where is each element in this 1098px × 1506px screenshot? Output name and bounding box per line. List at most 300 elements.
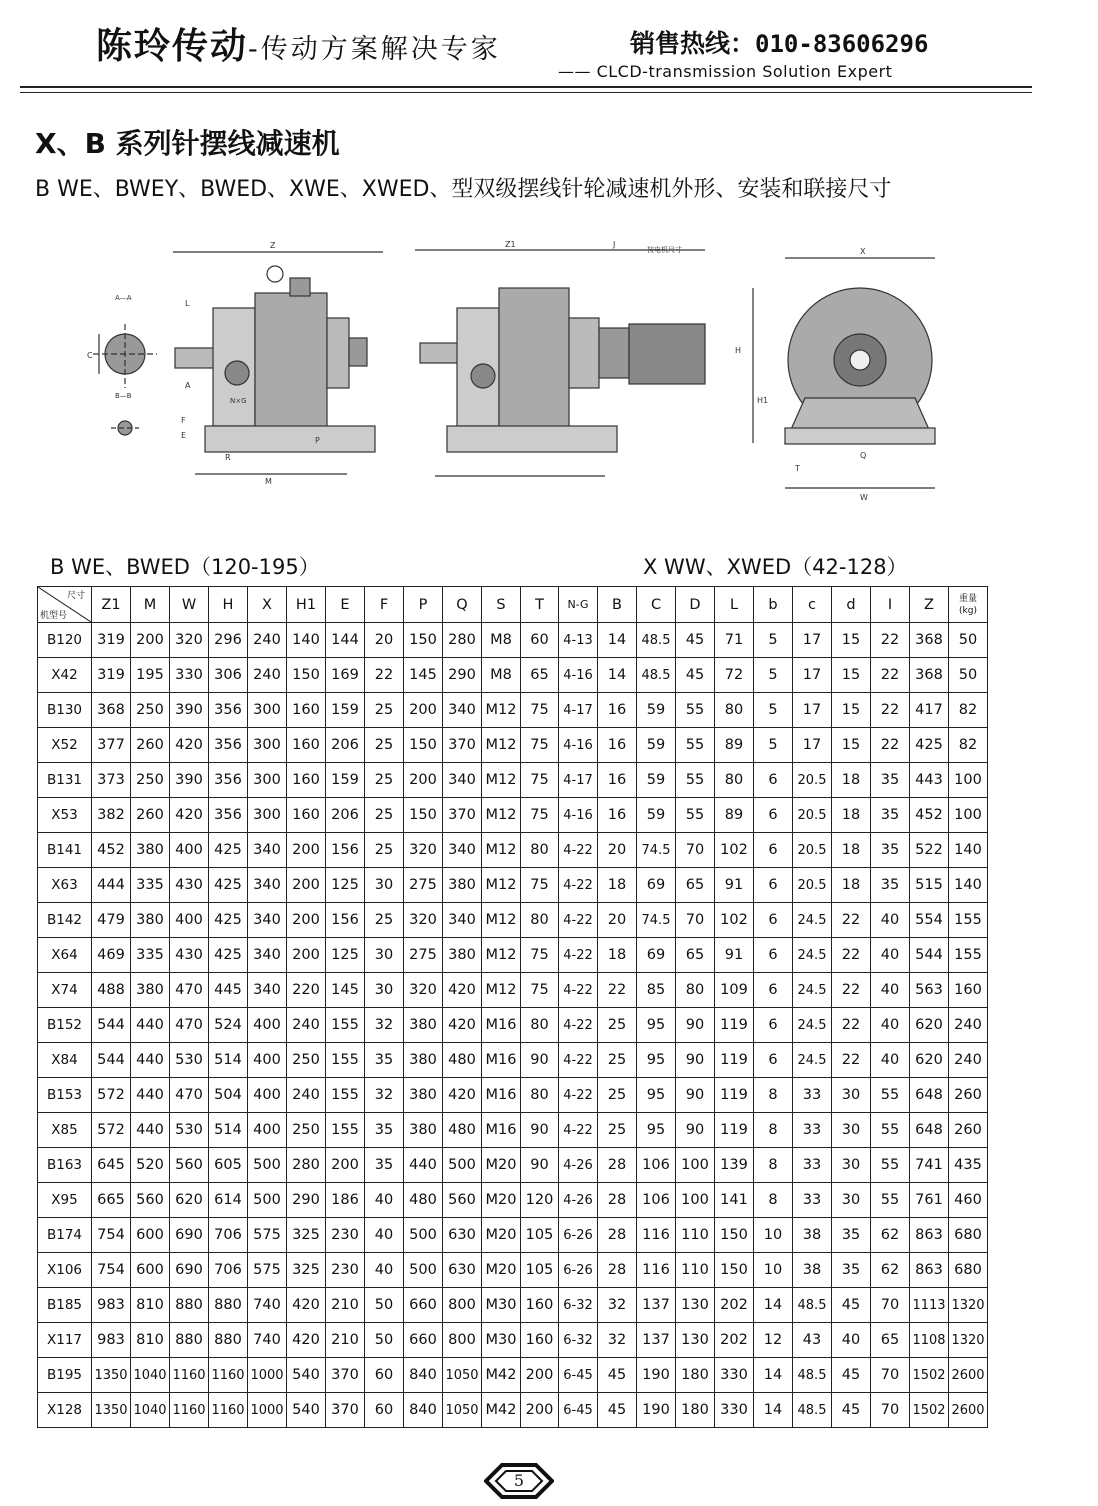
value-cell: 155 (949, 938, 988, 973)
value-cell: 340 (248, 833, 287, 868)
table-row (38, 1148, 988, 1183)
value-cell: 335 (131, 868, 170, 903)
value-cell: 250 (131, 693, 170, 728)
value-cell: 75 (521, 798, 559, 833)
value-cell: 530 (170, 1113, 209, 1148)
value-cell: 443 (910, 763, 949, 798)
value-cell: 275 (404, 868, 443, 903)
model-cell: X42 (38, 658, 92, 693)
value-cell: 150 (287, 658, 326, 693)
table-row (38, 728, 988, 763)
value-cell: 400 (248, 1043, 287, 1078)
value-cell: 1108 (910, 1323, 949, 1358)
value-cell: M20 (482, 1218, 521, 1253)
value-cell: 377 (92, 728, 131, 763)
value-cell: 665 (92, 1183, 131, 1218)
value-cell: 425 (209, 868, 248, 903)
value-cell: 380 (443, 938, 482, 973)
value-cell: 30 (832, 1078, 871, 1113)
value-cell: 460 (949, 1183, 988, 1218)
value-cell: 30 (832, 1113, 871, 1148)
label-bb: B—B (115, 392, 132, 400)
header-rule (20, 86, 1032, 88)
value-cell: 368 (92, 693, 131, 728)
value-cell: 600 (131, 1218, 170, 1253)
value-cell: 137 (637, 1288, 676, 1323)
value-cell: 140 (949, 833, 988, 868)
value-cell: 202 (715, 1288, 754, 1323)
value-cell: 100 (676, 1148, 715, 1183)
value-cell: 880 (170, 1323, 209, 1358)
value-cell: 4-17 (559, 693, 598, 728)
value-cell: 356 (209, 763, 248, 798)
value-cell: 1320 (949, 1288, 988, 1323)
value-cell: 20 (598, 833, 637, 868)
label-w: W (860, 493, 868, 502)
value-cell: 16 (598, 763, 637, 798)
value-cell: 250 (287, 1043, 326, 1078)
column-header: L (715, 587, 754, 623)
bwe-front-view (173, 241, 383, 486)
label-q: Q (860, 451, 867, 460)
column-header-weight (949, 587, 988, 623)
column-header: H1 (287, 587, 326, 623)
value-cell: 200 (404, 693, 443, 728)
value-cell: 1502 (910, 1393, 949, 1428)
value-cell: 740 (248, 1288, 287, 1323)
value-cell: 100 (949, 763, 988, 798)
value-cell: 240 (248, 658, 287, 693)
value-cell: 50 (365, 1323, 404, 1358)
label-x: X (860, 247, 866, 256)
value-cell: 440 (131, 1008, 170, 1043)
value-cell: 20 (365, 623, 404, 658)
value-cell: 983 (92, 1323, 131, 1358)
model-cell: X106 (38, 1253, 92, 1288)
column-header: Z1 (92, 587, 131, 623)
value-cell: 6-26 (559, 1218, 598, 1253)
value-cell: 15 (832, 728, 871, 763)
value-cell: 35 (871, 833, 910, 868)
value-cell: 605 (209, 1148, 248, 1183)
value-cell: 35 (365, 1148, 404, 1183)
value-cell: 380 (131, 973, 170, 1008)
model-cell: X52 (38, 728, 92, 763)
value-cell: 85 (637, 973, 676, 1008)
value-cell: 105 (521, 1218, 559, 1253)
value-cell: 4-22 (559, 1043, 598, 1078)
value-cell: 48.5 (793, 1358, 832, 1393)
value-cell: 10 (754, 1253, 793, 1288)
value-cell: 75 (521, 763, 559, 798)
value-cell: 40 (871, 1043, 910, 1078)
value-cell: 554 (910, 903, 949, 938)
value-cell: 32 (598, 1288, 637, 1323)
value-cell: 340 (443, 833, 482, 868)
value-cell: 145 (404, 658, 443, 693)
table-body (38, 623, 988, 1428)
value-cell: 600 (131, 1253, 170, 1288)
value-cell: 2600 (949, 1393, 988, 1428)
value-cell: 28 (598, 1218, 637, 1253)
value-cell: 30 (832, 1148, 871, 1183)
value-cell: 55 (676, 693, 715, 728)
value-cell: 17 (793, 623, 832, 658)
model-cell: X64 (38, 938, 92, 973)
value-cell: 30 (365, 868, 404, 903)
value-cell: 572 (92, 1113, 131, 1148)
value-cell: 32 (365, 1008, 404, 1043)
value-cell: 95 (637, 1043, 676, 1078)
value-cell: 300 (248, 798, 287, 833)
value-cell: 33 (793, 1078, 832, 1113)
value-cell: 560 (443, 1183, 482, 1218)
value-cell: 330 (170, 658, 209, 693)
value-cell: 335 (131, 938, 170, 973)
value-cell: 373 (92, 763, 131, 798)
value-cell: 71 (715, 623, 754, 658)
value-cell: 20 (598, 903, 637, 938)
value-cell: 50 (949, 623, 988, 658)
label-a: A (185, 381, 191, 390)
value-cell: 863 (910, 1218, 949, 1253)
value-cell: 18 (832, 833, 871, 868)
table-row (38, 623, 988, 658)
value-cell: 50 (949, 658, 988, 693)
value-cell: 648 (910, 1078, 949, 1113)
column-header: Q (443, 587, 482, 623)
value-cell: 75 (521, 868, 559, 903)
value-cell: 340 (248, 868, 287, 903)
value-cell: 159 (326, 763, 365, 798)
value-cell: 14 (754, 1288, 793, 1323)
value-cell: 200 (287, 938, 326, 973)
model-cell: X117 (38, 1323, 92, 1358)
model-cell: B163 (38, 1148, 92, 1183)
model-cell: B131 (38, 763, 92, 798)
value-cell: 380 (131, 833, 170, 868)
value-cell: 540 (287, 1393, 326, 1428)
value-cell: 25 (598, 1043, 637, 1078)
value-cell: 60 (365, 1358, 404, 1393)
value-cell: 40 (871, 1008, 910, 1043)
value-cell: 1350 (92, 1358, 131, 1393)
value-cell: 28 (598, 1253, 637, 1288)
value-cell: 200 (521, 1358, 559, 1393)
value-cell: 368 (910, 623, 949, 658)
value-cell: 280 (443, 623, 482, 658)
value-cell: 260 (949, 1078, 988, 1113)
value-cell: 300 (248, 728, 287, 763)
value-cell: 356 (209, 798, 248, 833)
value-cell: 325 (287, 1253, 326, 1288)
value-cell: 575 (248, 1253, 287, 1288)
value-cell: 18 (598, 868, 637, 903)
value-cell: 186 (326, 1183, 365, 1218)
value-cell: 55 (871, 1078, 910, 1113)
corner-cell (38, 587, 92, 623)
value-cell: 43 (793, 1323, 832, 1358)
value-cell: 33 (793, 1113, 832, 1148)
english-slogan: —— CLCD-transmission Solution Expert (558, 62, 893, 81)
label-t: T (795, 464, 800, 473)
value-cell: 22 (871, 623, 910, 658)
value-cell: 35 (365, 1113, 404, 1148)
value-cell: 35 (871, 763, 910, 798)
value-cell: 230 (326, 1253, 365, 1288)
section-title: X、B 系列针摆线减速机 (35, 127, 340, 160)
value-cell: 4-22 (559, 903, 598, 938)
value-cell: 400 (170, 903, 209, 938)
label-z1: Z1 (505, 240, 516, 249)
value-cell: 340 (443, 693, 482, 728)
value-cell: 340 (248, 973, 287, 1008)
value-cell: 70 (871, 1393, 910, 1428)
value-cell: M16 (482, 1113, 521, 1148)
value-cell: 250 (287, 1113, 326, 1148)
value-cell: 55 (871, 1113, 910, 1148)
value-cell: 140 (287, 623, 326, 658)
value-cell: 200 (521, 1393, 559, 1428)
value-cell: 25 (365, 728, 404, 763)
value-cell: M12 (482, 693, 521, 728)
model-cell: X84 (38, 1043, 92, 1078)
value-cell: 141 (715, 1183, 754, 1218)
value-cell: 35 (832, 1253, 871, 1288)
value-cell: 40 (871, 903, 910, 938)
value-cell: 35 (365, 1043, 404, 1078)
value-cell: 125 (326, 938, 365, 973)
value-cell: 380 (404, 1113, 443, 1148)
value-cell: 500 (443, 1148, 482, 1183)
value-cell: 80 (521, 833, 559, 868)
value-cell: 105 (521, 1253, 559, 1288)
label-r: R (225, 453, 231, 462)
value-cell: 159 (326, 693, 365, 728)
value-cell: 155 (326, 1078, 365, 1113)
value-cell: 91 (715, 868, 754, 903)
value-cell: 440 (131, 1078, 170, 1113)
value-cell: 445 (209, 973, 248, 1008)
value-cell: 155 (949, 903, 988, 938)
label-c: C (87, 351, 93, 360)
value-cell: 45 (598, 1358, 637, 1393)
column-header: M (131, 587, 170, 623)
value-cell: 25 (365, 693, 404, 728)
brand-name: 陈玲传动 (96, 26, 249, 67)
value-cell: 614 (209, 1183, 248, 1218)
value-cell: 200 (404, 763, 443, 798)
end-view (735, 247, 935, 502)
value-cell: 325 (287, 1218, 326, 1253)
value-cell: 440 (404, 1148, 443, 1183)
value-cell: 4-22 (559, 973, 598, 1008)
value-cell: 45 (832, 1393, 871, 1428)
column-header: X (248, 587, 287, 623)
value-cell: 648 (910, 1113, 949, 1148)
value-cell: 390 (170, 693, 209, 728)
value-cell: 69 (637, 938, 676, 973)
column-header: b (754, 587, 793, 623)
model-cell: B185 (38, 1288, 92, 1323)
value-cell: 62 (871, 1253, 910, 1288)
value-cell: 24.5 (793, 973, 832, 1008)
model-cell: X128 (38, 1393, 92, 1428)
value-cell: 15 (832, 623, 871, 658)
value-cell: 45 (676, 658, 715, 693)
value-cell: 160 (287, 728, 326, 763)
value-cell: 32 (365, 1078, 404, 1113)
value-cell: 75 (521, 973, 559, 1008)
value-cell: 74.5 (637, 903, 676, 938)
label-f: F (181, 416, 186, 425)
value-cell: 8 (754, 1183, 793, 1218)
value-cell: 544 (92, 1043, 131, 1078)
value-cell: 32 (598, 1323, 637, 1358)
value-cell: 45 (832, 1288, 871, 1323)
weight-unit: (kg) (959, 605, 977, 616)
corner-label-size: 尺寸 (66, 591, 85, 601)
value-cell: 514 (209, 1043, 248, 1078)
sales-hotline (630, 24, 928, 60)
value-cell: 741 (910, 1148, 949, 1183)
company-header (96, 18, 501, 69)
table-row (38, 693, 988, 728)
value-cell: M20 (482, 1253, 521, 1288)
value-cell: 1000 (248, 1358, 287, 1393)
value-cell: 55 (676, 763, 715, 798)
value-cell: 6 (754, 903, 793, 938)
value-cell: 150 (404, 623, 443, 658)
value-cell: 330 (715, 1393, 754, 1428)
value-cell: 102 (715, 833, 754, 868)
value-cell: 400 (248, 1113, 287, 1148)
value-cell: M16 (482, 1078, 521, 1113)
value-cell: 28 (598, 1148, 637, 1183)
value-cell: 630 (443, 1218, 482, 1253)
value-cell: 90 (676, 1078, 715, 1113)
value-cell: 425 (209, 833, 248, 868)
value-cell: 10 (754, 1218, 793, 1253)
value-cell: 880 (170, 1288, 209, 1323)
value-cell: 4-16 (559, 728, 598, 763)
value-cell: 563 (910, 973, 949, 1008)
value-cell: 48.5 (637, 623, 676, 658)
value-cell: 190 (637, 1358, 676, 1393)
value-cell: 6 (754, 763, 793, 798)
value-cell: 110 (676, 1253, 715, 1288)
model-cell: X63 (38, 868, 92, 903)
value-cell: 380 (443, 868, 482, 903)
reducer-drawings (85, 238, 955, 508)
value-cell: 368 (910, 658, 949, 693)
value-cell: 1320 (949, 1323, 988, 1358)
value-cell: 70 (676, 903, 715, 938)
value-cell: 70 (676, 833, 715, 868)
page-number-badge (484, 1462, 554, 1504)
value-cell: 620 (910, 1008, 949, 1043)
value-cell: 280 (287, 1148, 326, 1183)
value-cell: M42 (482, 1358, 521, 1393)
label-nxg: N×G (230, 397, 247, 405)
value-cell: 480 (443, 1113, 482, 1148)
value-cell: 155 (326, 1113, 365, 1148)
value-cell: M20 (482, 1183, 521, 1218)
model-cell: B153 (38, 1078, 92, 1113)
label-h: H (735, 346, 742, 355)
value-cell: 155 (326, 1043, 365, 1078)
model-cell: B142 (38, 903, 92, 938)
value-cell: 30 (832, 1183, 871, 1218)
hotline-number: 010-83606296 (755, 30, 929, 58)
value-cell: 4-16 (559, 658, 598, 693)
value-cell: 6-32 (559, 1288, 598, 1323)
value-cell: 690 (170, 1218, 209, 1253)
value-cell: 440 (131, 1113, 170, 1148)
value-cell: 33 (793, 1183, 832, 1218)
column-header: N-G (559, 587, 598, 623)
value-cell: 840 (404, 1358, 443, 1393)
value-cell: 100 (676, 1183, 715, 1218)
value-cell: 754 (92, 1218, 131, 1253)
value-cell: 45 (598, 1393, 637, 1428)
value-cell: 25 (365, 833, 404, 868)
value-cell: 420 (170, 728, 209, 763)
value-cell: 6 (754, 833, 793, 868)
value-cell: 91 (715, 938, 754, 973)
value-cell: 65 (871, 1323, 910, 1358)
value-cell: 125 (326, 868, 365, 903)
value-cell: 18 (832, 763, 871, 798)
value-cell: M12 (482, 728, 521, 763)
section-subtitle: B WE、BWEY、BWED、XWE、XWED、型双级摆线针轮减速机外形、安装和联接尺寸 (35, 177, 892, 202)
value-cell: 4-26 (559, 1183, 598, 1218)
value-cell: 520 (131, 1148, 170, 1183)
value-cell: 14 (598, 623, 637, 658)
value-cell: 8 (754, 1078, 793, 1113)
value-cell: 435 (949, 1148, 988, 1183)
value-cell: 100 (949, 798, 988, 833)
value-cell: 160 (287, 798, 326, 833)
table-row (38, 798, 988, 833)
value-cell: 18 (832, 868, 871, 903)
value-cell: 130 (676, 1288, 715, 1323)
value-cell: 380 (131, 903, 170, 938)
value-cell: 90 (521, 1043, 559, 1078)
value-cell: 116 (637, 1253, 676, 1288)
value-cell: 102 (715, 903, 754, 938)
value-cell: 810 (131, 1288, 170, 1323)
value-cell: 140 (949, 868, 988, 903)
value-cell: 12 (754, 1323, 793, 1358)
value-cell: 145 (326, 973, 365, 1008)
value-cell: 119 (715, 1043, 754, 1078)
value-cell: 740 (248, 1323, 287, 1358)
value-cell: 540 (287, 1358, 326, 1393)
value-cell: 89 (715, 728, 754, 763)
value-cell: 1040 (131, 1358, 170, 1393)
value-cell: 24.5 (793, 1043, 832, 1078)
value-cell: 320 (404, 973, 443, 1008)
value-cell: 80 (715, 763, 754, 798)
value-cell: 22 (832, 973, 871, 1008)
value-cell: 575 (248, 1218, 287, 1253)
value-cell: 160 (521, 1323, 559, 1358)
value-cell: 504 (209, 1078, 248, 1113)
value-cell: 544 (92, 1008, 131, 1043)
value-cell: 80 (676, 973, 715, 1008)
page-number: 5 (513, 1471, 525, 1490)
